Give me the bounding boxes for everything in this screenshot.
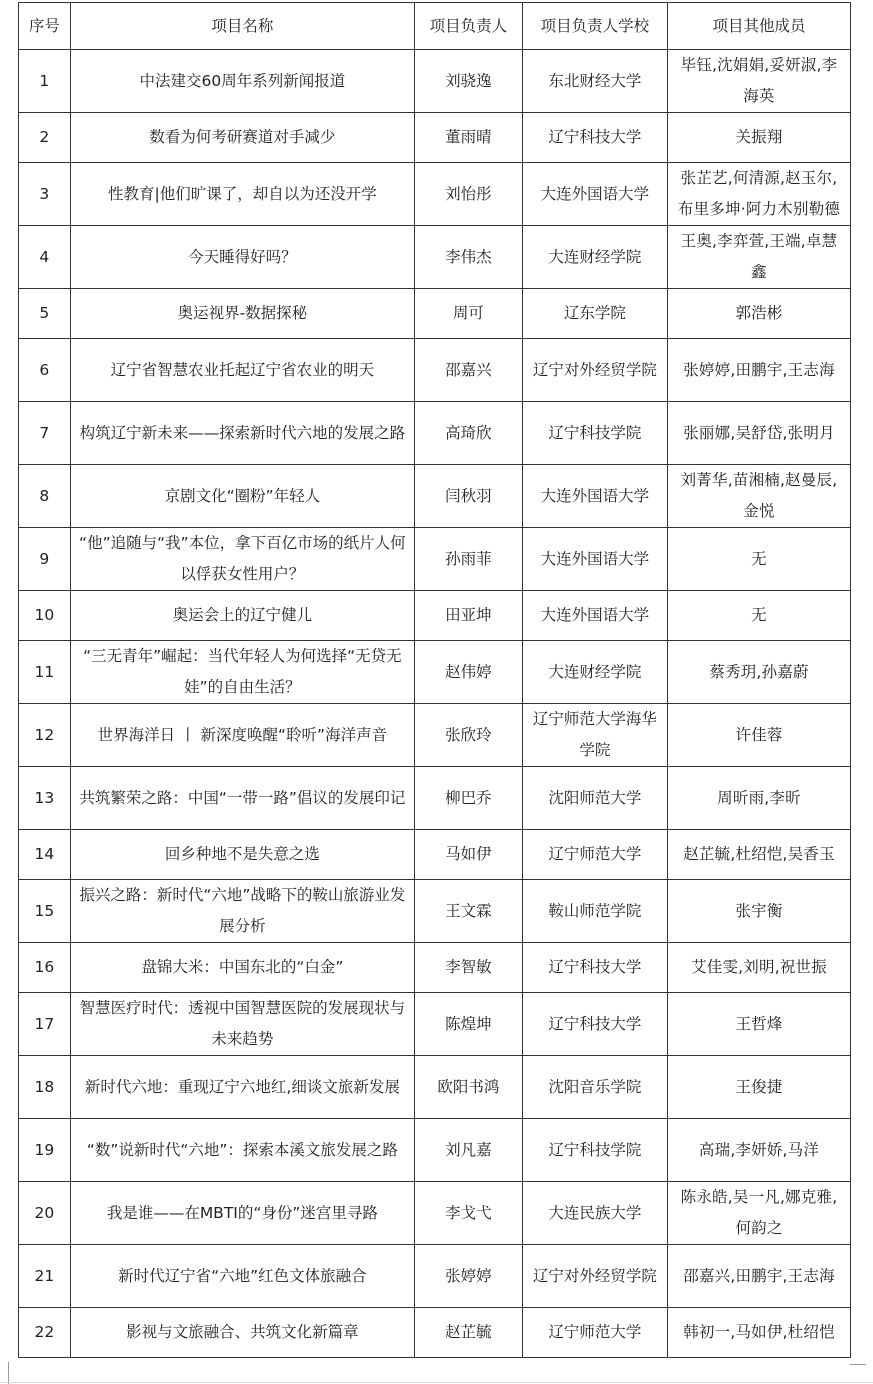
cell-other-members: 关振翔 bbox=[668, 113, 851, 163]
cell-serial-number: 17 bbox=[19, 993, 71, 1056]
table-row bbox=[19, 641, 851, 704]
cell-project-leader: 刘骁逸 bbox=[415, 50, 523, 113]
cell-other-members: 无 bbox=[668, 591, 851, 641]
page-edge-marks bbox=[0, 1362, 873, 1384]
header-other-members: 项目其他成员 bbox=[668, 3, 851, 50]
cell-serial-number: 9 bbox=[19, 528, 71, 591]
cell-project-name: 新时代六地：重现辽宁六地红,细谈文旅新发展 bbox=[70, 1056, 414, 1119]
table-row bbox=[19, 1056, 851, 1119]
cell-serial-number: 3 bbox=[19, 163, 71, 226]
header-leader-school: 项目负责人学校 bbox=[522, 3, 667, 50]
cell-other-members: 无 bbox=[668, 528, 851, 591]
cell-leader-school: 大连外国语大学 bbox=[522, 465, 667, 528]
table-body bbox=[19, 50, 851, 1358]
cell-serial-number: 13 bbox=[19, 767, 71, 830]
cell-project-leader: 陈煌坤 bbox=[415, 993, 523, 1056]
cell-leader-school: 辽宁科技学院 bbox=[522, 1119, 667, 1182]
cell-serial-number: 14 bbox=[19, 830, 71, 880]
table-row bbox=[19, 880, 851, 943]
cell-other-members: 蔡秀玥,孙嘉蔚 bbox=[668, 641, 851, 704]
cell-serial-number: 12 bbox=[19, 704, 71, 767]
cell-serial-number: 10 bbox=[19, 591, 71, 641]
cell-other-members: 张婷婷,田鹏宇,王志海 bbox=[668, 339, 851, 402]
cell-project-leader: 欧阳书鸿 bbox=[415, 1056, 523, 1119]
cell-serial-number: 15 bbox=[19, 880, 71, 943]
table-row bbox=[19, 289, 851, 339]
cell-leader-school: 辽宁科技大学 bbox=[522, 113, 667, 163]
cell-serial-number: 19 bbox=[19, 1119, 71, 1182]
table-row bbox=[19, 1308, 851, 1358]
table-row bbox=[19, 1245, 851, 1308]
cell-project-leader: 邵嘉兴 bbox=[415, 339, 523, 402]
header-project-leader: 项目负责人 bbox=[415, 3, 523, 50]
cell-serial-number: 18 bbox=[19, 1056, 71, 1119]
cell-other-members: 赵芷毓,杜绍恺,吴香玉 bbox=[668, 830, 851, 880]
cell-serial-number: 7 bbox=[19, 402, 71, 465]
cell-project-name: 数看为何考研赛道对手减少 bbox=[70, 113, 414, 163]
header-serial-number: 序号 bbox=[19, 3, 71, 50]
cell-other-members: 王俊捷 bbox=[668, 1056, 851, 1119]
cell-serial-number: 2 bbox=[19, 113, 71, 163]
project-table bbox=[18, 2, 851, 1358]
cell-project-leader: 柳巴乔 bbox=[415, 767, 523, 830]
cell-other-members: 陈永皓,吴一凡,娜克雅,何韵之 bbox=[668, 1182, 851, 1245]
cell-other-members: 高瑞,李妍娇,马洋 bbox=[668, 1119, 851, 1182]
table-header-row bbox=[19, 3, 851, 50]
cell-other-members: 艾佳雯,刘明,祝世振 bbox=[668, 943, 851, 993]
cell-project-name: 奥运会上的辽宁健儿 bbox=[70, 591, 414, 641]
cell-project-leader: 高琦欣 bbox=[415, 402, 523, 465]
cell-project-leader: 田亚坤 bbox=[415, 591, 523, 641]
cell-leader-school: 辽宁师范大学 bbox=[522, 830, 667, 880]
cell-project-leader: 王文霖 bbox=[415, 880, 523, 943]
table-row bbox=[19, 50, 851, 113]
cell-other-members: 王哲烽 bbox=[668, 993, 851, 1056]
cell-project-name: “三无青年”崛起：当代年轻人为何选择“无贷无娃”的自由生活？ bbox=[70, 641, 414, 704]
cell-project-name: “数”说新时代“六地”：探索本溪文旅发展之路 bbox=[70, 1119, 414, 1182]
cell-other-members: 邵嘉兴,田鹏宇,王志海 bbox=[668, 1245, 851, 1308]
table-row bbox=[19, 830, 851, 880]
cell-project-name: 世界海洋日 丨 新深度唤醒“聆听”海洋声音 bbox=[70, 704, 414, 767]
cell-other-members: 郭浩彬 bbox=[668, 289, 851, 339]
cell-project-leader: 闫秋羽 bbox=[415, 465, 523, 528]
cell-other-members: 张芷艺,何清源,赵玉尔,布里多坤·阿力木别勒德 bbox=[668, 163, 851, 226]
cell-project-leader: 董雨晴 bbox=[415, 113, 523, 163]
table-row bbox=[19, 993, 851, 1056]
cell-project-name: 新时代辽宁省“六地”红色文体旅融合 bbox=[70, 1245, 414, 1308]
cell-leader-school: 沈阳师范大学 bbox=[522, 767, 667, 830]
cell-leader-school: 大连外国语大学 bbox=[522, 591, 667, 641]
cell-project-leader: 张婷婷 bbox=[415, 1245, 523, 1308]
cell-leader-school: 辽宁对外经贸学院 bbox=[522, 339, 667, 402]
cell-project-leader: 周可 bbox=[415, 289, 523, 339]
cell-leader-school: 辽宁对外经贸学院 bbox=[522, 1245, 667, 1308]
cell-project-name: 回乡种地不是失意之选 bbox=[70, 830, 414, 880]
cell-project-name: 我是谁——在MBTI的“身份”迷宫里寻路 bbox=[70, 1182, 414, 1245]
cell-leader-school: 沈阳音乐学院 bbox=[522, 1056, 667, 1119]
cell-serial-number: 16 bbox=[19, 943, 71, 993]
cell-other-members: 刘菁华,苗湘楠,赵曼辰,金悦 bbox=[668, 465, 851, 528]
cell-serial-number: 1 bbox=[19, 50, 71, 113]
cell-serial-number: 22 bbox=[19, 1308, 71, 1358]
table-row bbox=[19, 339, 851, 402]
table-row bbox=[19, 1182, 851, 1245]
cell-other-members: 韩初一,马如伊,杜绍恺 bbox=[668, 1308, 851, 1358]
cell-other-members: 张丽娜,吴舒岱,张明月 bbox=[668, 402, 851, 465]
cell-other-members: 周昕雨,李昕 bbox=[668, 767, 851, 830]
cell-leader-school: 东北财经大学 bbox=[522, 50, 667, 113]
cell-serial-number: 4 bbox=[19, 226, 71, 289]
cell-project-leader: 马如伊 bbox=[415, 830, 523, 880]
table-row bbox=[19, 226, 851, 289]
table-row bbox=[19, 767, 851, 830]
cell-leader-school: 大连财经学院 bbox=[522, 641, 667, 704]
cell-project-leader: 赵芷毓 bbox=[415, 1308, 523, 1358]
cell-project-name: 盘锦大米：中国东北的“白金” bbox=[70, 943, 414, 993]
cell-project-leader: 李智敏 bbox=[415, 943, 523, 993]
cell-project-name: 奥运视界-数据探秘 bbox=[70, 289, 414, 339]
cell-leader-school: 鞍山师范学院 bbox=[522, 880, 667, 943]
table-row bbox=[19, 528, 851, 591]
corner-mark-right bbox=[850, 1364, 866, 1365]
cell-other-members: 王奥,李弈萱,王端,卓慧鑫 bbox=[668, 226, 851, 289]
table-row bbox=[19, 704, 851, 767]
cell-leader-school: 辽宁科技大学 bbox=[522, 993, 667, 1056]
cell-project-name: 构筑辽宁新未来——探索新时代六地的发展之路 bbox=[70, 402, 414, 465]
cell-leader-school: 大连财经学院 bbox=[522, 226, 667, 289]
cell-project-name: 共筑繁荣之路：中国“一带一路”倡议的发展印记 bbox=[70, 767, 414, 830]
cell-project-leader: 张欣玲 bbox=[415, 704, 523, 767]
cell-project-leader: 刘凡嘉 bbox=[415, 1119, 523, 1182]
cell-leader-school: 辽宁科技大学 bbox=[522, 943, 667, 993]
corner-mark-left bbox=[8, 1362, 9, 1384]
table-row bbox=[19, 402, 851, 465]
cell-leader-school: 辽宁科技学院 bbox=[522, 402, 667, 465]
table-row bbox=[19, 465, 851, 528]
cell-serial-number: 11 bbox=[19, 641, 71, 704]
cell-leader-school: 辽宁师范大学 bbox=[522, 1308, 667, 1358]
header-project-name: 项目名称 bbox=[70, 3, 414, 50]
table-row bbox=[19, 1119, 851, 1182]
cell-leader-school: 辽宁师范大学海华学院 bbox=[522, 704, 667, 767]
cell-serial-number: 21 bbox=[19, 1245, 71, 1308]
cell-leader-school: 辽东学院 bbox=[522, 289, 667, 339]
cell-project-name: 中法建交60周年系列新闻报道 bbox=[70, 50, 414, 113]
cell-project-leader: 刘怡彤 bbox=[415, 163, 523, 226]
table-row bbox=[19, 943, 851, 993]
cell-serial-number: 6 bbox=[19, 339, 71, 402]
cell-project-name: 京剧文化“圈粉”年轻人 bbox=[70, 465, 414, 528]
page-bottom-line bbox=[0, 1382, 873, 1383]
table-row bbox=[19, 113, 851, 163]
cell-project-leader: 孙雨菲 bbox=[415, 528, 523, 591]
cell-leader-school: 大连外国语大学 bbox=[522, 163, 667, 226]
cell-serial-number: 5 bbox=[19, 289, 71, 339]
cell-project-name: 今天睡得好吗？ bbox=[70, 226, 414, 289]
cell-project-name: 影视与文旅融合、共筑文化新篇章 bbox=[70, 1308, 414, 1358]
cell-leader-school: 大连民族大学 bbox=[522, 1182, 667, 1245]
cell-other-members: 许佳蓉 bbox=[668, 704, 851, 767]
cell-project-name: 辽宁省智慧农业托起辽宁省农业的明天 bbox=[70, 339, 414, 402]
cell-other-members: 毕钰,沈娟娟,妥妍淑,李海英 bbox=[668, 50, 851, 113]
cell-project-name: 性教育|他们旷课了，却自以为还没开学 bbox=[70, 163, 414, 226]
table-row bbox=[19, 591, 851, 641]
cell-project-name: 智慧医疗时代：透视中国智慧医院的发展现状与未来趋势 bbox=[70, 993, 414, 1056]
cell-project-name: 振兴之路：新时代“六地”战略下的鞍山旅游业发展分析 bbox=[70, 880, 414, 943]
cell-other-members: 张宇衡 bbox=[668, 880, 851, 943]
cell-serial-number: 8 bbox=[19, 465, 71, 528]
cell-project-name: “他”追随与“我”本位，拿下百亿市场的纸片人何以俘获女性用户？ bbox=[70, 528, 414, 591]
cell-project-leader: 李伟杰 bbox=[415, 226, 523, 289]
cell-leader-school: 大连外国语大学 bbox=[522, 528, 667, 591]
table-row bbox=[19, 163, 851, 226]
cell-project-leader: 李戈弋 bbox=[415, 1182, 523, 1245]
cell-project-leader: 赵伟婷 bbox=[415, 641, 523, 704]
cell-serial-number: 20 bbox=[19, 1182, 71, 1245]
